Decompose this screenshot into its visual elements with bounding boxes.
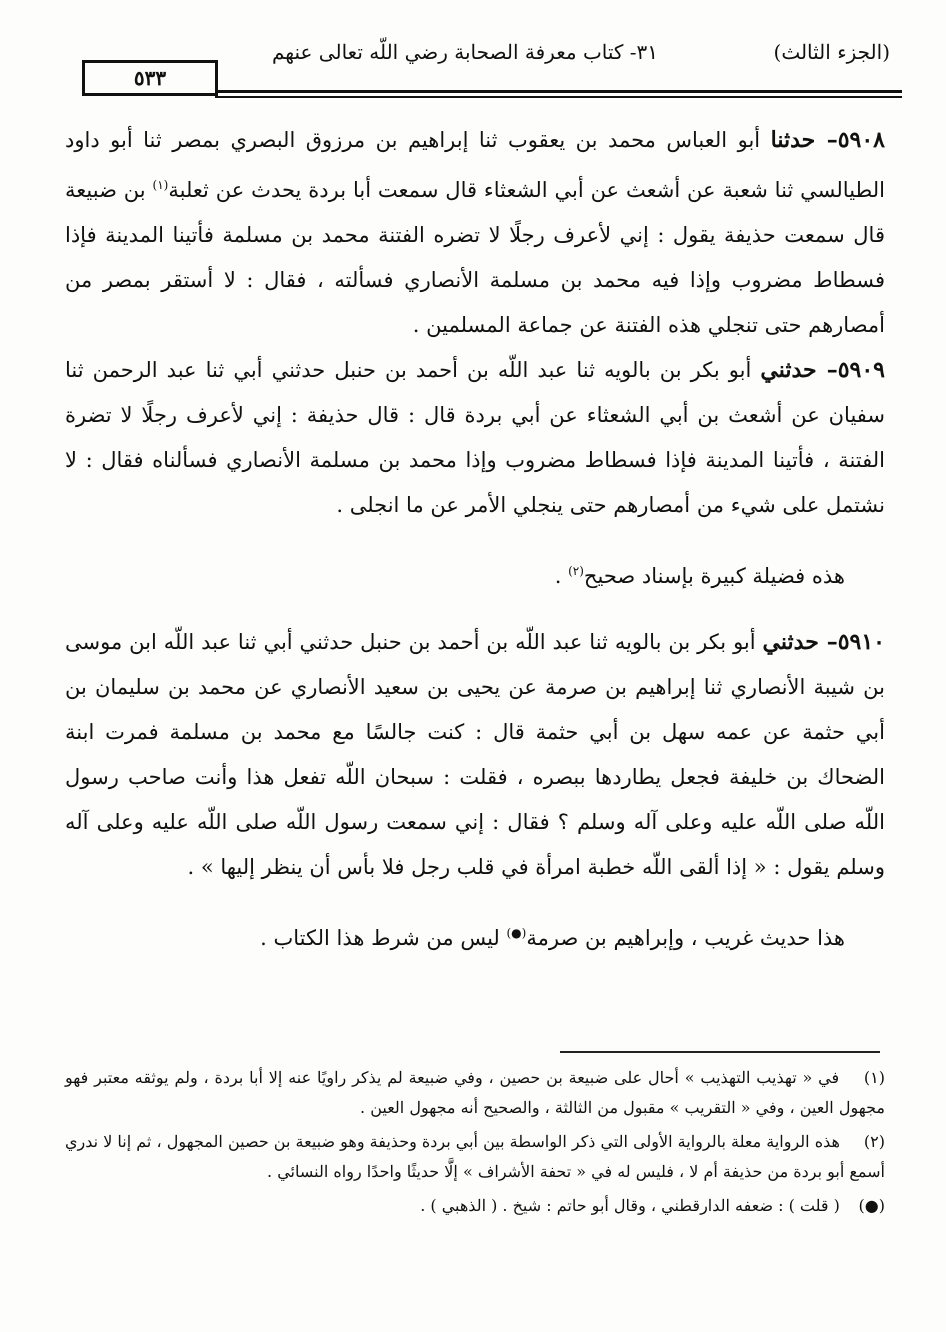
- grading-note-5909: هذه فضيلة كبيرة بإسناد صحيح$^{(٢)}$ .: [554, 564, 845, 588]
- header-rule: [215, 90, 902, 93]
- hadith-number: ٥٩٠٨: [837, 127, 885, 153]
- footnotes: [65, 1063, 885, 1225]
- hadith-text: أبو العباس محمد بن يعقوب ثنا إبراهيم بن مرزوق البصري بمصر ثنا أبو داود الطيالسي ثنا شعبة عن أشعث عن أبي الشعثاء قال سمعت أبا بردة يحدث عن ثعلبة: [65, 128, 885, 202]
- footnote-1: [65, 1063, 885, 1123]
- page-number: ٥٣٣: [82, 60, 218, 96]
- hadith-lead: حدثني: [762, 629, 819, 655]
- footnote-mark: (١): [863, 1068, 885, 1087]
- footnote-mark: (٢): [863, 1132, 885, 1151]
- footnote-ref: (●): [506, 926, 527, 940]
- main-text: [65, 118, 885, 982]
- hadith-5910: ٥٩١٠– حدثني أبو بكر بن بالويه ثنا عبد اللّه بن أحمد بن حنبل حدثني أبي ثنا عبد اللّه ابن موسى بن شيبة الأنصاري ثنا إبراهيم بن صرمة عن يحيى بن سعيد الأنصاري عن محمد بن سليمان بن أبي حثمة عن عمه سهل بن أبي حثمة قال : كنت جالسًا مع محمد بن مسلمة فمرت ابنة الضحاك بن خليفة فجعل يطاردها ببصره ، فقلت : سبحان اللّه تفعل هذا وأنت صاحب رسول اللّه صلى اللّه عليه وعلى آله وسلم ؟ فقال : إني سمعت رسول اللّه صلى اللّه عليه وعلى آله وسلم يقول : « إذا ألقى اللّه خطبة امرأة في قلب رجل فلا بأس أن ينظر إليها » .: [65, 629, 885, 879]
- hadith-text: أبو بكر بن بالويه ثنا عبد اللّه بن أحمد بن حنبل حدثني أبي ثنا عبد الرحمن ثنا سفيان عن أشعث بن أبي الشعثاء عن أبي بردة قال : قال حذيفة : إني لأعرف رجلًا لا تضرة الفتنة ، فأتينا المدينة فإذا فسطاط مضروب وإذا محمد بن مسلمة الأنصاري فسألناه فقال : لا نشتمل على شيء من أمصارهم حتى ينجلي الأمر عن ما انجلى .: [65, 358, 885, 517]
- hadith-number: ٥٩٠٩: [837, 357, 885, 383]
- footnote-separator: [560, 1051, 880, 1053]
- footnote-mark: (●): [858, 1196, 885, 1215]
- footnote-ref: (٢): [568, 564, 584, 578]
- running-title: ٣١- كتاب معرفة الصحابة رضي اللّه تعالى عنهم: [271, 40, 659, 64]
- footnote-ref: (١): [152, 178, 169, 192]
- hadith-lead: حدثني: [760, 357, 817, 383]
- page-header: [70, 30, 890, 90]
- volume-label: (الجزء الثالث): [773, 40, 890, 64]
- footnote-2: [65, 1127, 885, 1187]
- hadith-text: أبو بكر بن بالويه ثنا عبد اللّه بن أحمد بن حنبل حدثني أبي ثنا عبد اللّه ابن موسى بن شيبة الأنصاري ثنا إبراهيم بن صرمة عن يحيى بن سعيد الأنصاري عن محمد بن سليمان بن أبي حثمة عن عمه سهل بن أبي حثمة قال : كنت جالسًا مع محمد بن مسلمة فمرت ابنة الضحاك بن خليفة فجعل يطاردها ببصره ، فقلت : سبحان اللّه تفعل هذا وأنت صاحب رسول اللّه صلى اللّه عليه وعلى آله وسلم ؟ فقال : إني سمعت رسول اللّه صلى اللّه عليه وعلى آله وسلم يقول : « إذا ألقى اللّه خطبة امرأة في قلب رجل فلا بأس أن ينظر إليها » .: [65, 630, 885, 879]
- hadith-text-cont: بن ضبيعة قال سمعت حذيفة يقول : إني لأعرف رجلًا لا تضره الفتنة محمد بن مسلمة فأتينا المدينة فإذا فسطاط مضروب وإذا فيه محمد بن مسلمة الأنصاري فسألته ، فقال : لا أستقر بمصر من أمصارهم حتى تنجلي هذه الفتنة عن جماعة المسلمين .: [65, 178, 885, 337]
- footnote-3: [65, 1191, 885, 1221]
- footnote-text: في « تهذيب التهذيب » أحال على ضبيعة بن حصين ، وفي ضبيعة لم يذكر راويًا عنه إلا أبا بردة ، ولم يوثقه معتبر فهو مجهول العين ، وفي « التقريب » مقبول من الثالثة ، والصحيح أنه مجهول العين .: [65, 1068, 885, 1117]
- footnote-text: ( قلت ) : ضعفه الدارقطني ، وقال أبو حاتم : شيخ . ( الذهبي ) .: [420, 1196, 840, 1215]
- footnote-text: هذه الرواية معلة بالرواية الأولى التي ذكر الواسطة بين أبي بردة وحذيفة وهو ضبيعة بن حصين المجهول ، ثم إنا لا ندري أسمع أبو بردة من حذيفة أم لا ، فليس له في « تحفة الأشراف » إلَّا حديثًا واحدًا رواه النسائي .: [65, 1132, 885, 1181]
- header-rule-thin: [215, 96, 902, 98]
- hadith-number: ٥٩١٠: [837, 629, 885, 655]
- grading-note-5910: هذا حديث غريب ، وإبراهيم بن صرمة(●) ليس من شرط هذا الكتاب .: [260, 926, 845, 950]
- hadith-5908: ٥٩٠٨– حدثنا أبو العباس محمد بن يعقوب ثنا إبراهيم بن مرزوق البصري بمصر ثنا أبو داود الطيالسي ثنا شعبة عن أشعث عن أبي الشعثاء قال سمعت أبا بردة يحدث عن ثعلبة$^{(١)}$ بن ضبيعة قال سمعت حذيفة يقول : إني لأعرف رجلًا لا تضره الفتنة محمد بن مسلمة فأتينا المدينة فإذا فسطاط مضروب وإذا فيه محمد بن مسلمة الأنصاري فسألته ، فقال : لا أستقر بمصر من أمصارهم حتى تنجلي هذه الفتنة عن جماعة المسلمين .: [65, 127, 885, 337]
- hadith-5909: ٥٩٠٩– حدثني أبو بكر بن بالويه ثنا عبد اللّه بن أحمد بن حنبل حدثني أبي ثنا عبد الرحمن ثنا سفيان عن أشعث بن أبي الشعثاء عن أبي بردة قال : قال حذيفة : إني لأعرف رجلًا لا تضرة الفتنة ، فأتينا المدينة فإذا فسطاط مضروب وإذا محمد بن مسلمة الأنصاري فسألناه فقال : لا نشتمل على شيء من أمصارهم حتى ينجلي الأمر عن ما انجلى .: [65, 357, 885, 517]
- hadith-lead: حدثنا: [770, 127, 816, 153]
